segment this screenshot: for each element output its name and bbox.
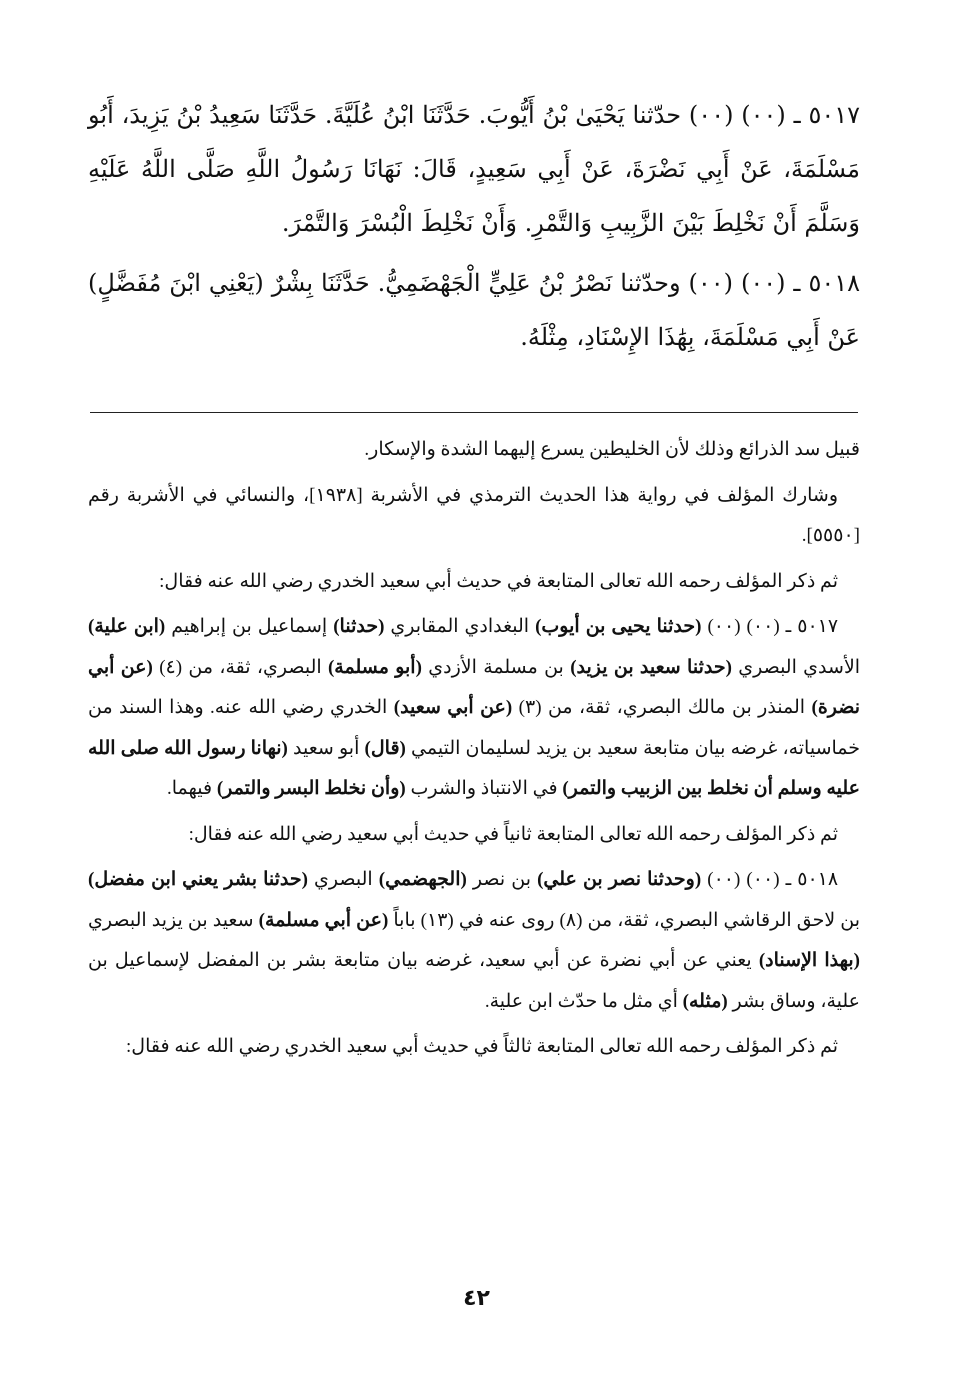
- commentary-paragraph: وشارك المؤلف في رواية هذا الحديث الترمذي في الأشربة [١٩٣٨]، والنسائي في الأشربة رقم [٥٥٥٠].: [88, 484, 860, 546]
- commentary-bold: (حدثنا سعيد بن يزيد): [570, 656, 732, 678]
- commentary-text: البغدادي المقابري: [390, 616, 530, 637]
- commentary-text: إسماعيل بن إبراهيم: [171, 616, 328, 637]
- commentary-text: فيهما.: [166, 778, 213, 799]
- footnote-divider: [90, 412, 858, 413]
- commentary-text: أبو سعيد: [293, 737, 360, 759]
- hadith-5018: ٥٠١٨ ـ (٠٠) (٠٠) وحدّثنا نَصْرُ بْنُ عَلِيٍّ الْجَهْضَمِيُّ. حَدَّثَنَا بِشْرٌ (يَعْنِي ابْنَ مُفَضَّلٍ) عَنْ أَبِي مَسْلَمَةَ، بِهَٰذَا الإِسْنَادِ، مِثْلَهُ.: [88, 269, 860, 351]
- commentary-paragraph: قبيل سد الذرائع وذلك لأن الخليطين يسرع إليهما الشدة والإسكار.: [364, 439, 860, 460]
- commentary-bold: (وحدثنا نصر بن علي): [537, 869, 702, 890]
- commentary-bold: (الجهضمي): [378, 869, 467, 890]
- commentary-bold: (عن أبي نضرة): [88, 656, 861, 718]
- commentary-bold: (عن أبي مسلمة): [258, 909, 389, 931]
- commentary-text: المنذر بن مالك البصري، ثقة، من (٣): [518, 697, 806, 718]
- commentary-text: أي مثل ما حدّث ابن علية.: [484, 990, 678, 1012]
- commentary-text: البصري، ثقة، من (٤): [159, 656, 322, 678]
- commentary-paragraph: ثم ذكر المؤلف رحمه الله تعالى المتابعة ثانياً في حديث أبي سعيد رضي الله عنه فقال:: [188, 823, 838, 845]
- commentary-5017: [88, 607, 860, 810]
- commentary-text: البصري: [314, 869, 373, 890]
- commentary-bold: (حدثنا بشر يعني ابن مفضل): [88, 869, 308, 890]
- commentary-bold: (عن أبي سعيد): [393, 697, 513, 718]
- commentary-bold: (ابن علية): [88, 616, 166, 637]
- commentary-bold: (بهذا الإسناد): [758, 950, 860, 971]
- commentary-bold: (مثله): [682, 990, 728, 1012]
- commentary-bold: (قال): [364, 737, 406, 759]
- commentary-bold: (حدثنا): [333, 616, 385, 637]
- hadith-text-block: [88, 88, 860, 370]
- hadith-5017: ٥٠١٧ ـ (٠٠) (٠٠) حدّثنا يَحْيَىٰ بْنُ أَيُّوبَ. حَدَّثَنَا ابْنُ عُلَيَّةَ. حَدَّثَنَا سَعِيدُ بْنُ يَزِيدَ، أَبُو مَسْلَمَةَ، عَنْ أَبِي نَضْرَةَ، عَنْ أَبِي سَعِيدٍ، قَالَ: نَهَانَا رَسُولُ اللَّهِ صَلَّى اللَّهُ عَلَيْهِ وَسَلَّمَ أَنْ نَخْلِطَ بَيْنَ الزَّبِيبِ وَالتَّمْرِ. وَأَنْ نَخْلِطَ الْبُسْرَ وَالتَّمْرَ.: [88, 101, 860, 237]
- commentary-paragraph: ثم ذكر المؤلف رحمه الله تعالى المتابعة ثالثاً في حديث أبي سعيد الخدري رضي الله عنه فقال:: [126, 1036, 838, 1057]
- commentary-bold: (حدثنا يحيى بن أيوب): [535, 616, 702, 637]
- commentary-text: ٥٠١٨ ـ (٠٠) (٠٠): [707, 869, 839, 890]
- commentary-bold: (نهانا رسول الله صلى الله عليه وسلم أن نخلط بين الزبيب والتمر): [88, 737, 860, 799]
- commentary-text: الخدري رضي الله عنه. وهذا السند من خماسياته، غرضه بيان متابعة سعيد بن يزيد لسليمان التيمي: [88, 697, 861, 759]
- commentary-block: [88, 430, 860, 1073]
- commentary-text: بن نصر: [472, 869, 531, 890]
- commentary-text: سعيد بن يزيد البصري: [88, 909, 254, 931]
- commentary-bold: (أبو مسلمة): [327, 656, 422, 678]
- commentary-text: في الانتباذ والشرب: [410, 778, 558, 799]
- commentary-paragraph: ثم ذكر المؤلف رحمه الله تعالى المتابعة في حديث أبي سعيد الخدري رضي الله عنه فقال:: [159, 570, 838, 592]
- commentary-text: ٥٠١٧ ـ (٠٠) (٠٠): [707, 616, 839, 637]
- commentary-text: بن لاحق الرقاشي البصري، ثقة، من (٨) روى عنه في (١٣) باباً: [393, 909, 861, 931]
- page-number: ٤٢: [463, 1286, 490, 1311]
- commentary-5018: [88, 860, 860, 1022]
- commentary-bold: (وأن نخلط البسر والتمر): [216, 778, 406, 799]
- commentary-text: يعني عن أبي نضرة عن أبي سعيد، غرضه بيان متابعة بشر بن المفضل لإسماعيل بن علية، وساق بشر: [88, 950, 860, 1012]
- commentary-text: الأسدي البصري: [738, 656, 861, 678]
- commentary-text: بن مسلمة الأزدي: [428, 656, 564, 678]
